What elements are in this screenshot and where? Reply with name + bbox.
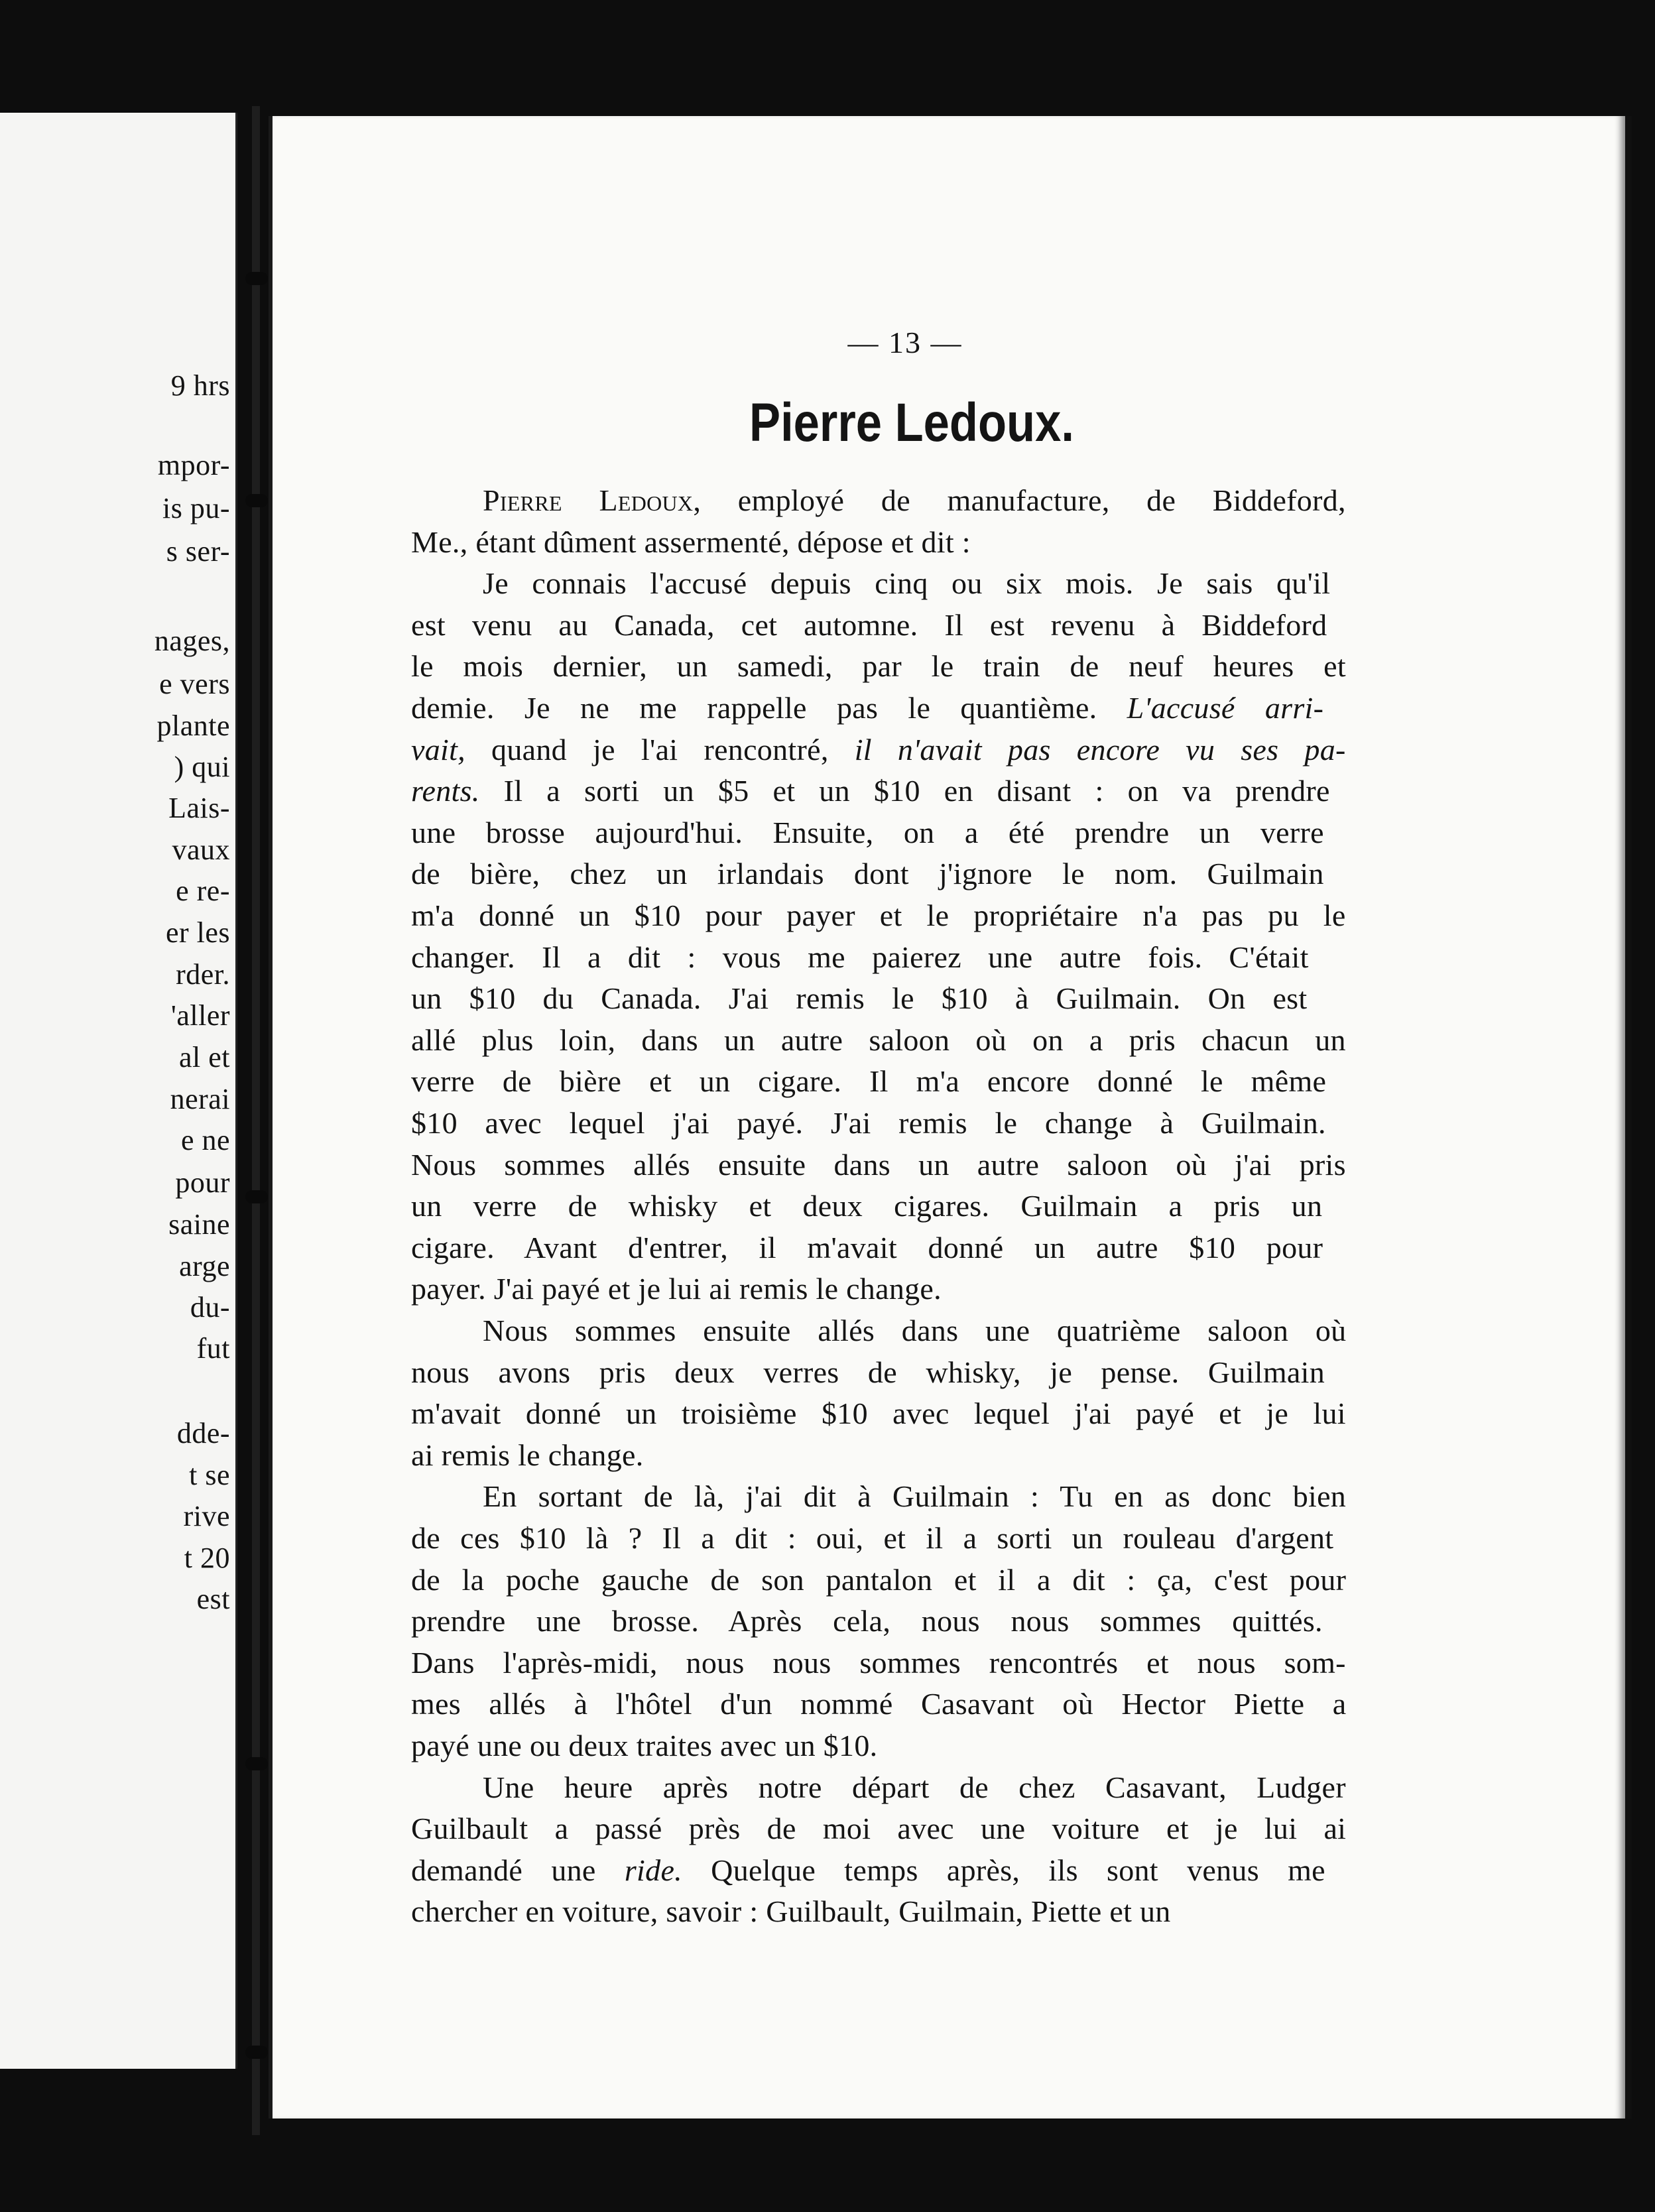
text-span: ai remis le change. [411,1438,644,1472]
left-page-fragment: vaux [172,833,230,866]
left-page-fragment: t 20 [184,1542,230,1574]
text-line [411,1522,1333,1555]
text-line [411,1854,1325,1887]
left-page-fragment: pour [175,1166,230,1199]
left-page-fragment: er les [165,916,230,949]
text-line [411,1107,1326,1140]
left-page-fragment: 'aller [170,999,230,1032]
italic-text: L'accusé arri- [1127,691,1324,725]
text-span: allé plus loin, dans un autre saloon où on a pris chacun un [411,1023,1346,1057]
text-span: le mois dernier, un samedi, par le train de neuf heures et [411,649,1346,683]
text-span: de bière, chez un irlandais dont j'ignore le nom. Guilmain [411,857,1324,891]
text-line [411,1065,1326,1098]
text-line [483,1480,1346,1513]
text-line [411,1148,1346,1182]
text-line [411,816,1324,849]
text-line [411,1646,1346,1680]
book-spine [252,106,260,2135]
text-span: un $10 du Canada. J'ai remis le $10 à Guilmain. On est [411,981,1308,1015]
italic-text: rents. [411,774,480,808]
text-line [411,774,1330,808]
text-line [411,1729,877,1762]
text-span: demie. Je ne me rappelle pas le quantième. [411,691,1127,725]
binding-stitch [245,2046,268,2059]
left-page-fragment: t se [189,1459,230,1491]
text-span: prendre une brosse. Après cela, nous nous sommes quittés. [411,1604,1323,1638]
italic-text: ride. [624,1853,682,1887]
text-span: de ces $10 là ? Il a dit : oui, et il a sorti un rouleau d'argent [411,1521,1334,1555]
binding-stitch [245,272,268,285]
left-page-fragment: dde- [176,1417,230,1449]
text-span: Quelque temps après, ils sont venus me [682,1853,1325,1887]
text-line [411,1231,1323,1264]
text-span: de la poche gauche de son pantalon et il a dit : ça, c'est pour [411,1563,1347,1597]
text-line [411,1564,1346,1597]
left-page-fragment: e ne [180,1124,230,1156]
left-page-fragment: e vers [159,668,230,700]
left-page-fragment: e re- [176,875,230,907]
text-line [411,733,1346,767]
text-line [411,526,971,559]
text-line [483,1314,1346,1347]
text-span: mes allés à l'hôtel d'un nommé Casavant où Hector Piette a [411,1687,1347,1721]
text-span: Me., étant dûment assermenté, dépose et dit : [411,525,971,559]
text-line [411,1190,1322,1223]
text-span: m'a donné un $10 pour payer et le propriétaire n'a pas pu le [411,898,1346,932]
text-span: est venu au Canada, cet automne. Il est revenu à Biddeford [411,608,1327,642]
text-line [411,609,1327,642]
text-span: chercher en voiture, savoir : Guilbault, Guilmain, Piette et un [411,1894,1171,1928]
text-line [411,1895,1171,1928]
text-span: un verre de whisky et deux cigares. Guilmain a pris un [411,1189,1323,1223]
text-line [411,1439,644,1472]
left-page-fragment: ) qui [174,751,230,783]
text-span: En sortant de là, j'ai dit à Guilmain : Tu en as donc bien [483,1479,1347,1513]
text-line [411,1688,1346,1721]
binding-stitch [245,494,268,507]
text-span: verre de bière et un cigare. Il m'a encore donné le même [411,1064,1327,1098]
binding-stitch [245,1757,268,1770]
text-line [483,484,1346,517]
left-page-fragment: nerai [170,1083,230,1115]
left-page-fragment: plante [156,709,230,742]
small-caps-name: Pierre Ledoux [483,483,694,517]
left-page-fragment: 9 hrs [170,369,230,402]
text-line [411,1356,1325,1389]
text-span: nous avons pris deux verres de whisky, je pense. Guilmain [411,1355,1325,1389]
left-page [0,113,237,2069]
left-page-fragment: Lais- [168,792,230,824]
text-span: Une heure après notre départ de chez Casavant, Ludger [483,1770,1346,1804]
text-line [483,1771,1346,1804]
text-span: quand je l'ai rencontré, [465,733,855,767]
text-span: Nous sommes allés ensuite dans un autre saloon où j'ai pris [411,1148,1346,1182]
text-span: demandé une [411,1853,625,1887]
italic-text: il n'avait pas encore vu ses pa- [854,733,1346,767]
binding-stitch [245,1190,268,1203]
text-span: payé une ou deux traites avec un $10. [411,1729,878,1762]
text-line [411,941,1309,974]
text-line [411,857,1324,891]
text-line [411,1605,1323,1638]
left-page-fragment: arge [179,1250,230,1282]
text-line [411,1024,1346,1057]
left-page-fragment: al et [178,1041,230,1074]
text-span: , employé de manufacture, de Biddeford, [693,483,1346,517]
italic-text: vait, [411,733,465,767]
text-line [411,899,1346,932]
text-span: Dans l'après-midi, nous nous sommes rencontrés et nous som- [411,1646,1346,1680]
page-number: — 13 — [847,326,963,359]
page-title: Pierre Ledoux. [749,393,1074,453]
text-span: cigare. Avant d'entrer, il m'avait donné un autre $10 pour [411,1231,1323,1264]
left-page-fragment: nages, [154,625,230,657]
text-line [411,1812,1346,1845]
left-page-fragment: fut [196,1332,230,1365]
text-line [411,1272,942,1306]
text-span: une brosse aujourd'hui. Ensuite, on a été prendre un verre [411,816,1324,849]
text-span: Il a sorti un $5 et un $10 en disant : on va prendre [479,774,1330,808]
text-line [411,1397,1346,1430]
left-page-fragment: saine [168,1208,230,1241]
left-page-fragment: du- [190,1291,230,1323]
text-line [411,982,1307,1015]
left-page-fragment: est [196,1583,230,1615]
left-page-fragment: s ser- [166,535,230,568]
left-page-fragment: rder. [176,958,230,991]
text-span: Je connais l'accusé depuis cinq ou six mois. Je sais qu'il [483,566,1331,600]
text-span: Nous sommes ensuite allés dans une quatrième saloon où [483,1314,1347,1347]
text-span: Guilbault a passé près de moi avec une voiture et je lui ai [411,1812,1347,1845]
text-line [411,650,1346,683]
text-span: changer. Il a dit : vous me paierez une autre fois. C'était [411,940,1309,974]
left-page-fragment: mpor- [157,449,230,481]
left-page-fragment: rive [183,1500,230,1532]
text-span: m'avait donné un troisième $10 avec lequel j'ai payé et je lui [411,1396,1346,1430]
left-page-fragment: is pu- [162,492,230,524]
text-line [483,567,1330,600]
text-span: $10 avec lequel j'ai payé. J'ai remis le change à Guilmain. [411,1106,1326,1140]
text-line [411,692,1323,725]
text-span: payer. J'ai payé et je lui ai remis le change. [411,1272,942,1306]
